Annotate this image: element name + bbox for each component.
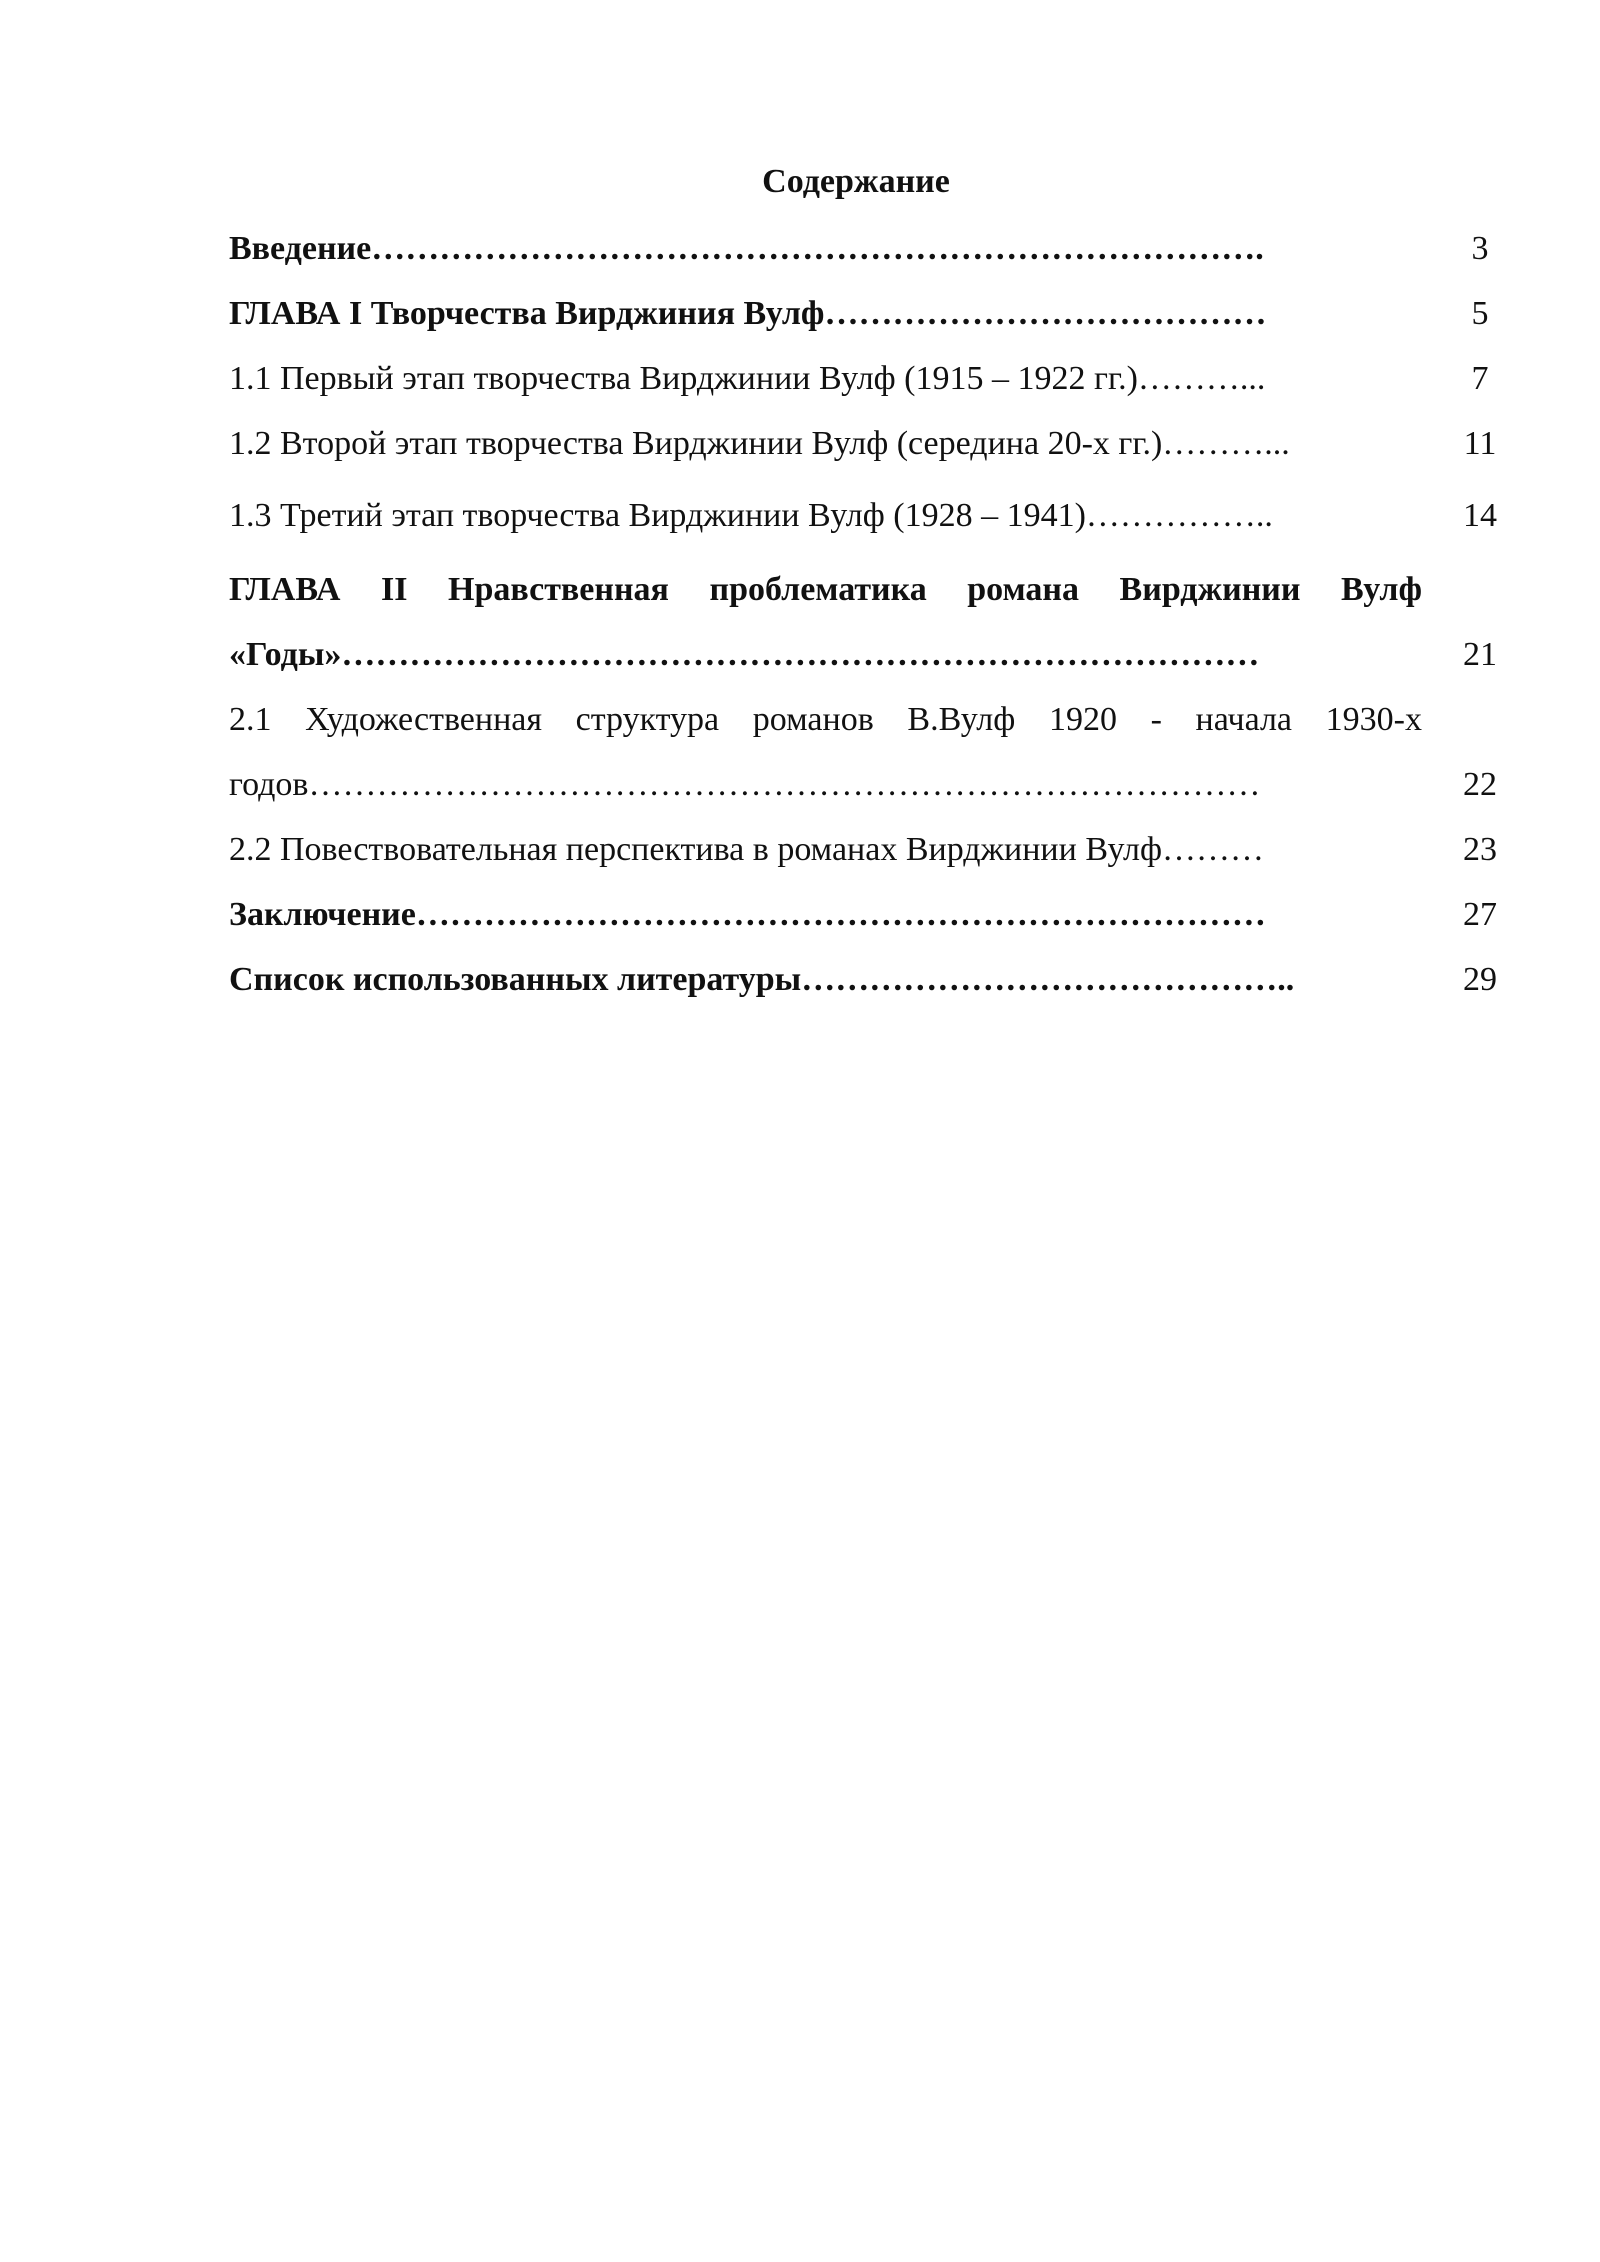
toc-page-number: 3 [1471, 230, 1489, 267]
toc-entry-chapter-2-line-2: «Годы»……………………………………………………………………… [229, 636, 1260, 673]
toc-page-number: 21 [1463, 636, 1497, 673]
toc-page-number: 11 [1463, 425, 1497, 462]
toc-entry-section-1-3: 1.3 Третий этап творчества Вирджинии Вулф (1928 – 1941)…………….. [229, 497, 1273, 534]
toc-entry-section-2-1-line-1: 2.1 Художественная структура романов В.Вулф 1920 - начала 1930-х [229, 701, 1422, 738]
toc-page-number: 22 [1463, 766, 1497, 803]
toc-page-number: 23 [1463, 831, 1497, 868]
toc-page-number: 14 [1463, 497, 1497, 534]
toc-entry-introduction: Введение……………………………………………………………………. [229, 230, 1264, 267]
toc-entry-conclusion: Заключение………………………………………………………………… [229, 896, 1266, 933]
toc-page-number: 27 [1463, 896, 1497, 933]
toc-entry-section-2-1-line-2: годов………………………………………………………………………… [229, 766, 1261, 803]
toc-entry-chapter-2-line-1: ГЛАВА II Нравственная проблематика романа Вирджинии Вулф [229, 571, 1422, 608]
toc-entry-section-2-2: 2.2 Повествовательная перспектива в романах Вирджинии Вулф……… [229, 831, 1265, 868]
toc-page-number: 5 [1471, 295, 1489, 332]
toc-entry-section-1-2: 1.2 Второй этап творчества Вирджинии Вулф (середина 20-х гг.)………... [229, 425, 1290, 462]
toc-title: Содержание [762, 163, 950, 200]
toc-entry-chapter-1: ГЛАВА I Творчества Вирджиния Вулф………………………………… [229, 295, 1267, 332]
toc-page-number: 7 [1471, 360, 1489, 397]
toc-entry-bibliography: Список использованных литературы…………………………………….. [229, 961, 1295, 998]
toc-entry-section-1-1: 1.1 Первый этап творчества Вирджинии Вулф (1915 – 1922 гг.)………... [229, 360, 1266, 397]
toc-page-number: 29 [1463, 961, 1497, 998]
